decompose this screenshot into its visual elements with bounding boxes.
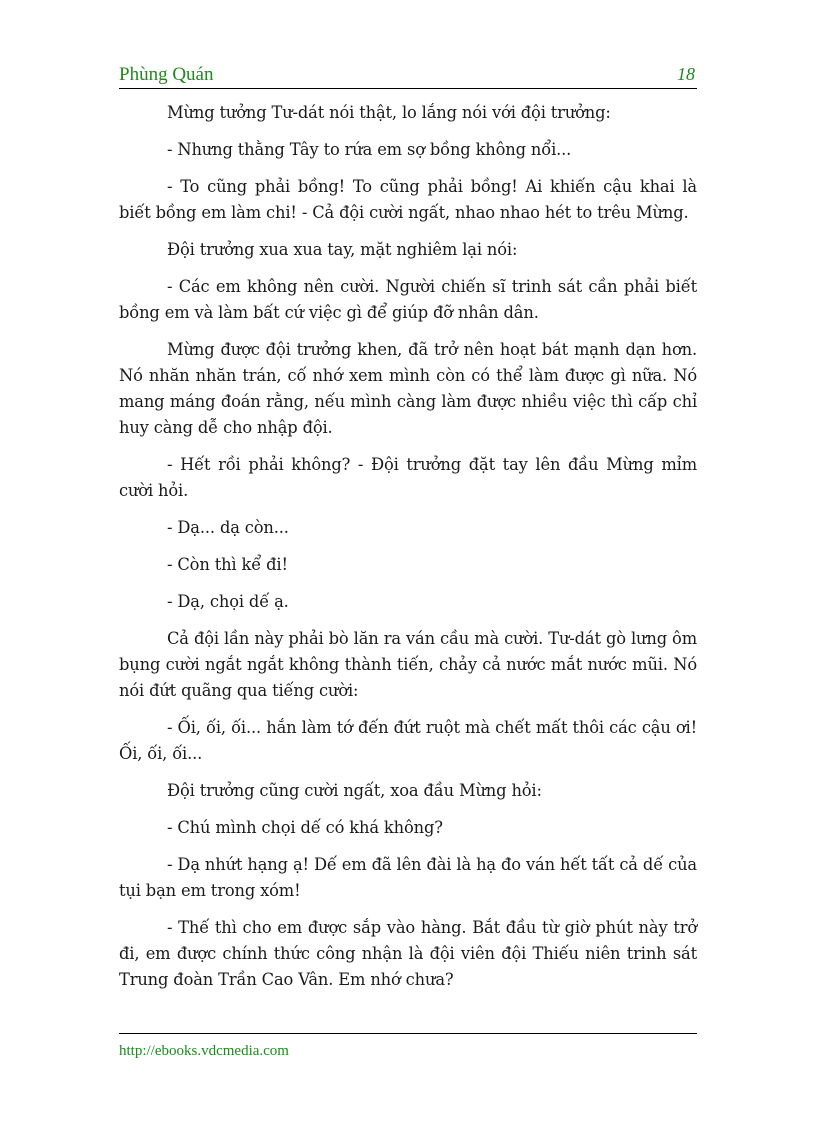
paragraph: - Dạ... dạ còn... xyxy=(167,518,289,537)
paragraph: - Dạ nhứt hạng ạ! Dế em đã lên đài là hạ đo ván hết tất cả dế của tụi bạn em trong xóm! xyxy=(119,855,697,900)
paragraph: Mừng được đội trưởng khen, đã trở nên hoạt bát mạnh dạn hơn. Nó nhăn nhăn trán, cố nhớ xem mình còn có thể làm được gì nữa. Nó mang máng đoán rằng, nếu mình càng làm được nhiều việc thì cấp chỉ huy càng dễ cho nhập đội. xyxy=(119,340,697,437)
paragraph: - Chú mình chọi dế có khá không? xyxy=(167,818,443,837)
paragraph: - Thế thì cho em được sắp vào hàng. Bắt đầu từ giờ phút này trở đi, em được chính thức công nhận là đội viên đội Thiếu niên trinh sát Trung đoàn Trần Cao Vân. Em nhớ chưa? xyxy=(119,918,697,989)
body-text xyxy=(119,100,697,1004)
paragraph: - Các em không nên cười. Người chiến sĩ trinh sát cần phải biết bồng em và làm bất cứ việc gì để giúp đỡ nhân dân. xyxy=(119,277,697,322)
page-number: 18 xyxy=(677,64,695,84)
paragraph: - Hết rồi phải không? - Đội trưởng đặt tay lên đầu Mừng mỉm cười hỏi. xyxy=(119,455,697,500)
paragraph: - Còn thì kể đi! xyxy=(167,555,288,574)
footer-link[interactable]: http://ebooks.vdcmedia.com xyxy=(119,1043,289,1059)
paragraph: - To cũng phải bồng! To cũng phải bồng! Ai khiến cậu khai là biết bồng em làm chi! - Cả đội cười ngất, nhao nhao hét to trêu Mừng. xyxy=(119,177,697,222)
paragraph: - Dạ, chọi dế ạ. xyxy=(167,592,289,611)
paragraph: Mừng tưởng Tư-dát nói thật, lo lắng nói với đội trưởng: xyxy=(167,103,611,122)
paragraph: Cả đội lần này phải bò lăn ra ván cầu mà cười. Tư-dát gò lưng ôm bụng cười ngắt ngắt không thành tiến, chảy cả nước mắt nước mũi. Nó nói đứt quãng qua tiếng cười: xyxy=(119,629,697,700)
paragraph: Đội trưởng xua xua tay, mặt nghiêm lại nói: xyxy=(167,240,518,259)
paragraph: Đội trưởng cũng cười ngất, xoa đầu Mừng hỏi: xyxy=(167,781,542,800)
paragraph: - Ối, ối, ối... hắn làm tớ đến đứt ruột mà chết mất thôi các cậu ơi! Ối, ối, ối... xyxy=(119,718,697,763)
header-author: Phùng Quán xyxy=(119,64,214,85)
page-footer xyxy=(119,1033,697,1059)
page-header xyxy=(119,60,697,89)
paragraph: - Nhưng thằng Tây to rứa em sợ bồng không nổi... xyxy=(167,140,572,159)
